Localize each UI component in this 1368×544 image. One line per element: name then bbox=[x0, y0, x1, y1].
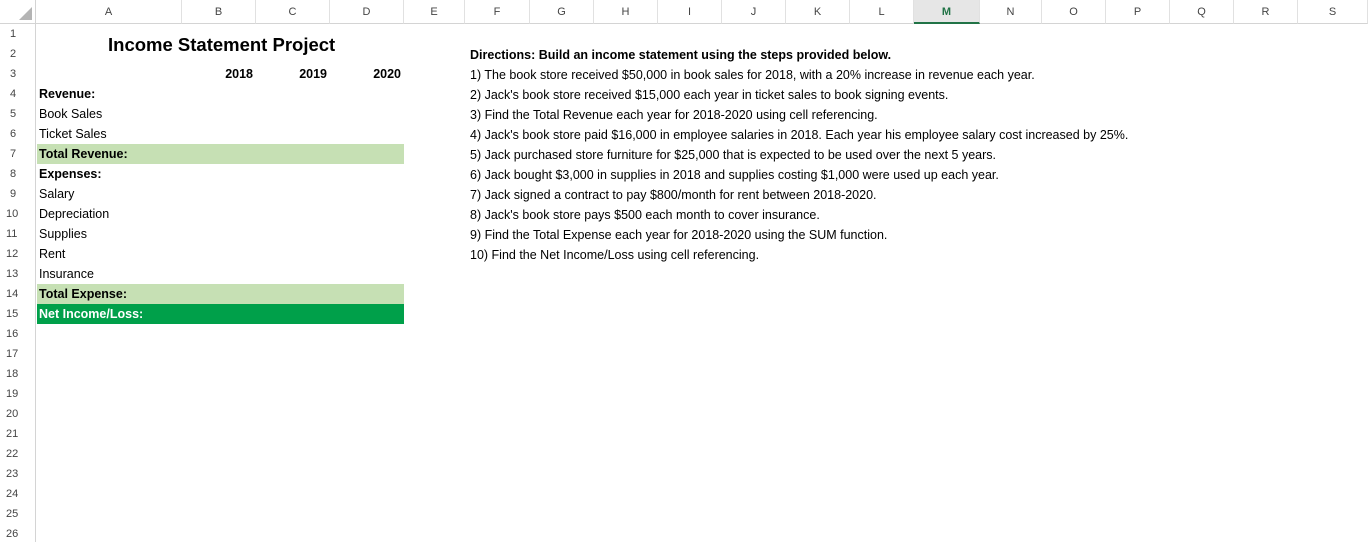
column-header-g[interactable]: G bbox=[530, 0, 594, 24]
direction-step-3[interactable]: 3) Find the Total Revenue each year for 2018-2020 using cell referencing. bbox=[470, 108, 878, 122]
directions-heading[interactable]: Directions: Build an income statement using the steps provided below. bbox=[470, 48, 892, 62]
direction-step-5[interactable]: 5) Jack purchased store furniture for $25,000 that is expected to be used over the next 5 years. bbox=[470, 148, 997, 162]
row-header-1[interactable]: 1 bbox=[0, 24, 36, 44]
column-header-s[interactable]: S bbox=[1298, 0, 1368, 24]
column-header-e[interactable]: E bbox=[404, 0, 465, 24]
row-header-20[interactable]: 20 bbox=[0, 404, 36, 424]
revenue-label[interactable]: Revenue: bbox=[39, 87, 96, 101]
column-header-f[interactable]: F bbox=[465, 0, 530, 24]
year-2019-header[interactable]: 2019 bbox=[299, 67, 327, 81]
book-sales-label[interactable]: Book Sales bbox=[39, 107, 103, 121]
column-header-q[interactable]: Q bbox=[1170, 0, 1234, 24]
rent-label[interactable]: Rent bbox=[39, 247, 66, 261]
select-all-triangle-icon bbox=[19, 7, 32, 20]
row-header-24[interactable]: 24 bbox=[0, 484, 36, 504]
row-header-17[interactable]: 17 bbox=[0, 344, 36, 364]
row-header-12[interactable]: 12 bbox=[0, 244, 36, 264]
column-header-a[interactable]: A bbox=[36, 0, 182, 24]
year-2020-header[interactable]: 2020 bbox=[373, 67, 401, 81]
row-header-8[interactable]: 8 bbox=[0, 164, 36, 184]
row-header-3[interactable]: 3 bbox=[0, 64, 36, 84]
total-expense-label[interactable]: Total Expense: bbox=[39, 287, 127, 301]
direction-step-8[interactable]: 8) Jack's book store pays $500 each month to cover insurance. bbox=[470, 208, 820, 222]
column-header-c[interactable]: C bbox=[256, 0, 330, 24]
row-header-5[interactable]: 5 bbox=[0, 104, 36, 124]
row-header-13[interactable]: 13 bbox=[0, 264, 36, 284]
row-header-22[interactable]: 22 bbox=[0, 444, 36, 464]
row-header-25[interactable]: 25 bbox=[0, 504, 36, 524]
row-header-9[interactable]: 9 bbox=[0, 184, 36, 204]
row-header-11[interactable]: 11 bbox=[0, 224, 36, 244]
sheet-title[interactable]: Income Statement Project bbox=[108, 34, 336, 55]
direction-step-9[interactable]: 9) Find the Total Expense each year for 2018-2020 using the SUM function. bbox=[470, 228, 888, 242]
row-header-23[interactable]: 23 bbox=[0, 464, 36, 484]
net-income-label[interactable]: Net Income/Loss: bbox=[39, 307, 144, 321]
total-revenue-label[interactable]: Total Revenue: bbox=[39, 147, 128, 161]
column-header-l[interactable]: L bbox=[850, 0, 914, 24]
direction-step-2[interactable]: 2) Jack's book store received $15,000 each year in ticket sales to book signing events. bbox=[470, 88, 949, 102]
row-header-6[interactable]: 6 bbox=[0, 124, 36, 144]
salary-label[interactable]: Salary bbox=[39, 187, 75, 201]
column-header-i[interactable]: I bbox=[658, 0, 722, 24]
row-header-18[interactable]: 18 bbox=[0, 364, 36, 384]
row-header-16[interactable]: 16 bbox=[0, 324, 36, 344]
direction-step-4[interactable]: 4) Jack's book store paid $16,000 in employee salaries in 2018. Each year his employee salary cost increased by 25%. bbox=[470, 128, 1129, 142]
row-header-26[interactable]: 26 bbox=[0, 524, 36, 542]
column-header-p[interactable]: P bbox=[1106, 0, 1170, 24]
insurance-label[interactable]: Insurance bbox=[39, 267, 94, 281]
row-header-21[interactable]: 21 bbox=[0, 424, 36, 444]
column-header-m[interactable]: M bbox=[914, 0, 980, 24]
select-all-corner[interactable] bbox=[0, 0, 36, 24]
row-header-14[interactable]: 14 bbox=[0, 284, 36, 304]
row-header-2[interactable]: 2 bbox=[0, 44, 36, 64]
column-header-d[interactable]: D bbox=[330, 0, 404, 24]
ticket-sales-label[interactable]: Ticket Sales bbox=[39, 127, 107, 141]
supplies-label[interactable]: Supplies bbox=[39, 227, 87, 241]
year-2018-header[interactable]: 2018 bbox=[225, 67, 253, 81]
column-header-o[interactable]: O bbox=[1042, 0, 1106, 24]
direction-step-6[interactable]: 6) Jack bought $3,000 in supplies in 2018 and supplies costing $1,000 were used up each year. bbox=[470, 168, 999, 182]
column-header-b[interactable]: B bbox=[182, 0, 256, 24]
row-header-4[interactable]: 4 bbox=[0, 84, 36, 104]
column-header-n[interactable]: N bbox=[980, 0, 1042, 24]
row-header-15[interactable]: 15 bbox=[0, 304, 36, 324]
column-header-k[interactable]: K bbox=[786, 0, 850, 24]
column-header-j[interactable]: J bbox=[722, 0, 786, 24]
direction-step-7[interactable]: 7) Jack signed a contract to pay $800/month for rent between 2018-2020. bbox=[470, 188, 877, 202]
expenses-label[interactable]: Expenses: bbox=[39, 167, 102, 181]
depreciation-label[interactable]: Depreciation bbox=[39, 207, 110, 221]
row-header-19[interactable]: 19 bbox=[0, 384, 36, 404]
direction-step-10[interactable]: 10) Find the Net Income/Loss using cell referencing. bbox=[470, 248, 760, 262]
row-header-7[interactable]: 7 bbox=[0, 144, 36, 164]
column-header-h[interactable]: H bbox=[594, 0, 658, 24]
row-header-10[interactable]: 10 bbox=[0, 204, 36, 224]
column-header-r[interactable]: R bbox=[1234, 0, 1298, 24]
direction-step-1[interactable]: 1) The book store received $50,000 in book sales for 2018, with a 20% increase in revenue each year. bbox=[470, 68, 1035, 82]
